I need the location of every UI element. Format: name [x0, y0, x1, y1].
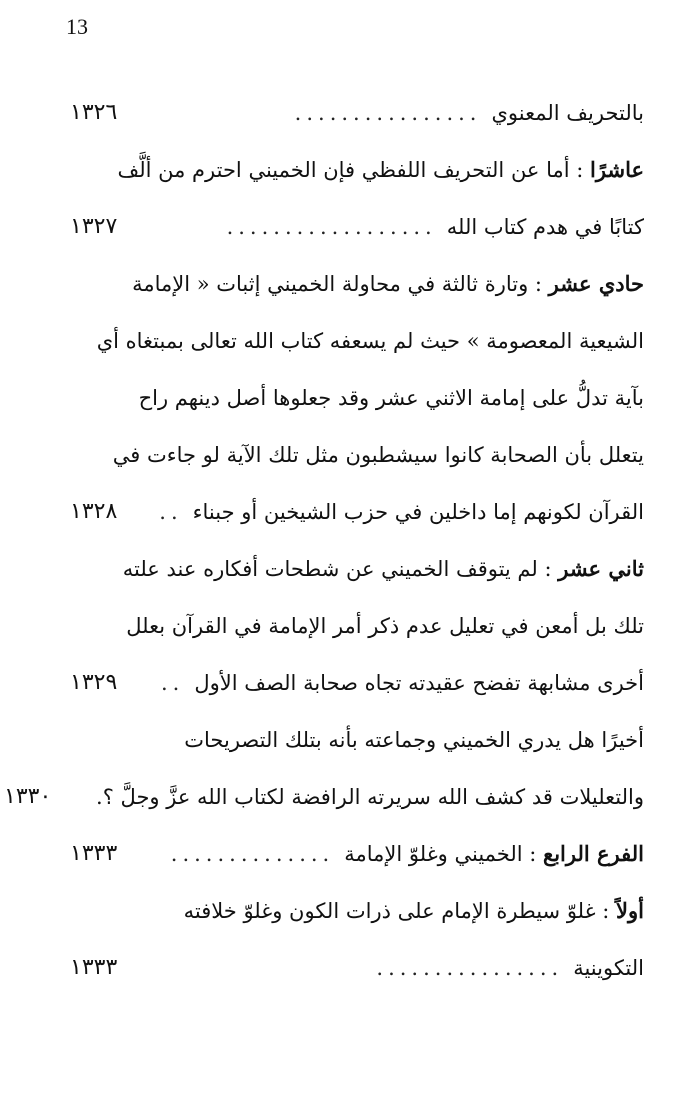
toc-entry-text: : وتارة ثالثة في محاولة الخميني إثبات « الإمامة: [132, 272, 549, 296]
toc-page-number: ١٣٢٧: [70, 214, 118, 239]
toc-line-text-wrap: [96, 785, 644, 809]
toc-entry-text: التكوينية: [573, 955, 644, 980]
toc-line-text-wrap: [139, 386, 644, 410]
toc-line-text-wrap: [113, 443, 644, 467]
toc-line: [70, 882, 644, 939]
toc-entry-text: : غلوّ سيطرة الإمام على ذرات الكون وغلوّ خلافته: [183, 899, 617, 923]
toc-line: [70, 597, 644, 654]
toc-entry-text: تلك بل أمعن في تعليل عدم ذكر أمر الإمامة في القرآن بعلل: [126, 613, 644, 638]
toc-line: [70, 141, 644, 198]
toc-line: [70, 825, 644, 882]
toc-entry-text: أخرى مشابهة تفضح عقيدته تجاه صحابة الصف الأول: [194, 670, 644, 695]
toc-line: [70, 84, 644, 141]
toc-entry-label: أولاً: [616, 898, 644, 923]
toc-entry-label: الفرع الرابع: [543, 841, 644, 866]
toc-page-number: ١٣٣٣: [70, 955, 118, 980]
toc-entry-text: كتابًا في هدم كتاب الله: [446, 214, 644, 239]
toc-line-text-wrap: [344, 841, 644, 866]
toc-entry-text: أخيرًا هل يدري الخميني وجماعته بأنه بتلك التصريحات: [184, 727, 644, 752]
toc-entry-label: ثاني عشر: [558, 556, 644, 581]
toc-entry-label: عاشرًا: [590, 157, 644, 182]
toc-line: [70, 483, 644, 540]
toc-line-text-wrap: [184, 728, 644, 752]
toc-line: [70, 711, 644, 768]
toc-entry-text: : أما عن التحريف اللفظي فإن الخميني احترم من ألَّف: [117, 158, 591, 182]
toc-line: [70, 198, 644, 255]
toc-entry-text: : لم يتوقف الخميني عن شطحات أفكاره عند علته: [122, 557, 559, 581]
toc-line: [70, 939, 644, 996]
toc-line: [70, 540, 644, 597]
toc-page-number: ١٣٣٣: [70, 841, 118, 866]
dot-leader: ................: [376, 955, 564, 980]
toc-line: [70, 255, 644, 312]
dot-leader: ..: [159, 499, 183, 524]
toc-line-text-wrap: [126, 614, 644, 638]
toc-entry-text: القرآن لكونهم إما داخلين في حزب الشيخين أو جبناء: [192, 499, 644, 524]
toc-line-text-wrap: [117, 157, 644, 182]
toc-line: [70, 426, 644, 483]
toc-entry-text: بآية تدلُّ على إمامة الاثني عشر وقد جعلوها أصل دينهم راح: [138, 385, 644, 410]
toc-entry-text: بالتحريف المعنوي: [491, 100, 644, 125]
dot-leader: ..: [160, 670, 185, 695]
dot-leader: ................: [294, 100, 482, 125]
toc-entry-text: والتعليلات قد كشف الله سريرته الرافضة لكتاب الله عزَّ وجلَّ ؟.: [96, 784, 644, 809]
toc-page-number: ١٣٢٦: [70, 100, 118, 125]
toc-line-text-wrap: [447, 215, 644, 239]
toc-line: [70, 312, 644, 369]
toc-entry-text: يتعلل بأن الصحابة كانوا سيشطبون مثل تلك الآية لو جاءت في: [112, 442, 644, 467]
toc-page-number: ١٣٢٩: [70, 670, 118, 695]
toc-line-text-wrap: [573, 956, 644, 980]
toc-line-text-wrap: [123, 556, 644, 581]
dot-leader: ..................: [226, 214, 437, 239]
toc-entry-label: حادي عشر: [548, 271, 644, 296]
toc-line-text-wrap: [491, 101, 644, 125]
toc-line-text-wrap: [97, 329, 644, 353]
toc-line-text-wrap: [132, 271, 644, 296]
toc-entry-text: الشيعية المعصومة » حيث لم يسعفه كتاب الله تعالى بمبتغاه أي: [96, 328, 644, 353]
toc-line-text-wrap: [184, 898, 644, 923]
toc-line-text-wrap: [194, 671, 644, 695]
toc-entry-text: : الخميني وغلوّ الإمامة: [344, 842, 544, 866]
table-of-contents: [4, 84, 644, 996]
toc-line: [70, 369, 644, 426]
toc-line-text-wrap: [193, 500, 644, 524]
toc-line: [70, 654, 644, 711]
toc-page-number: ١٣٣٠: [4, 784, 52, 809]
page-number: 13: [66, 14, 88, 39]
toc-page-number: ١٣٢٨: [70, 499, 118, 524]
dot-leader: ..............: [170, 841, 335, 866]
toc-line: [4, 768, 644, 825]
